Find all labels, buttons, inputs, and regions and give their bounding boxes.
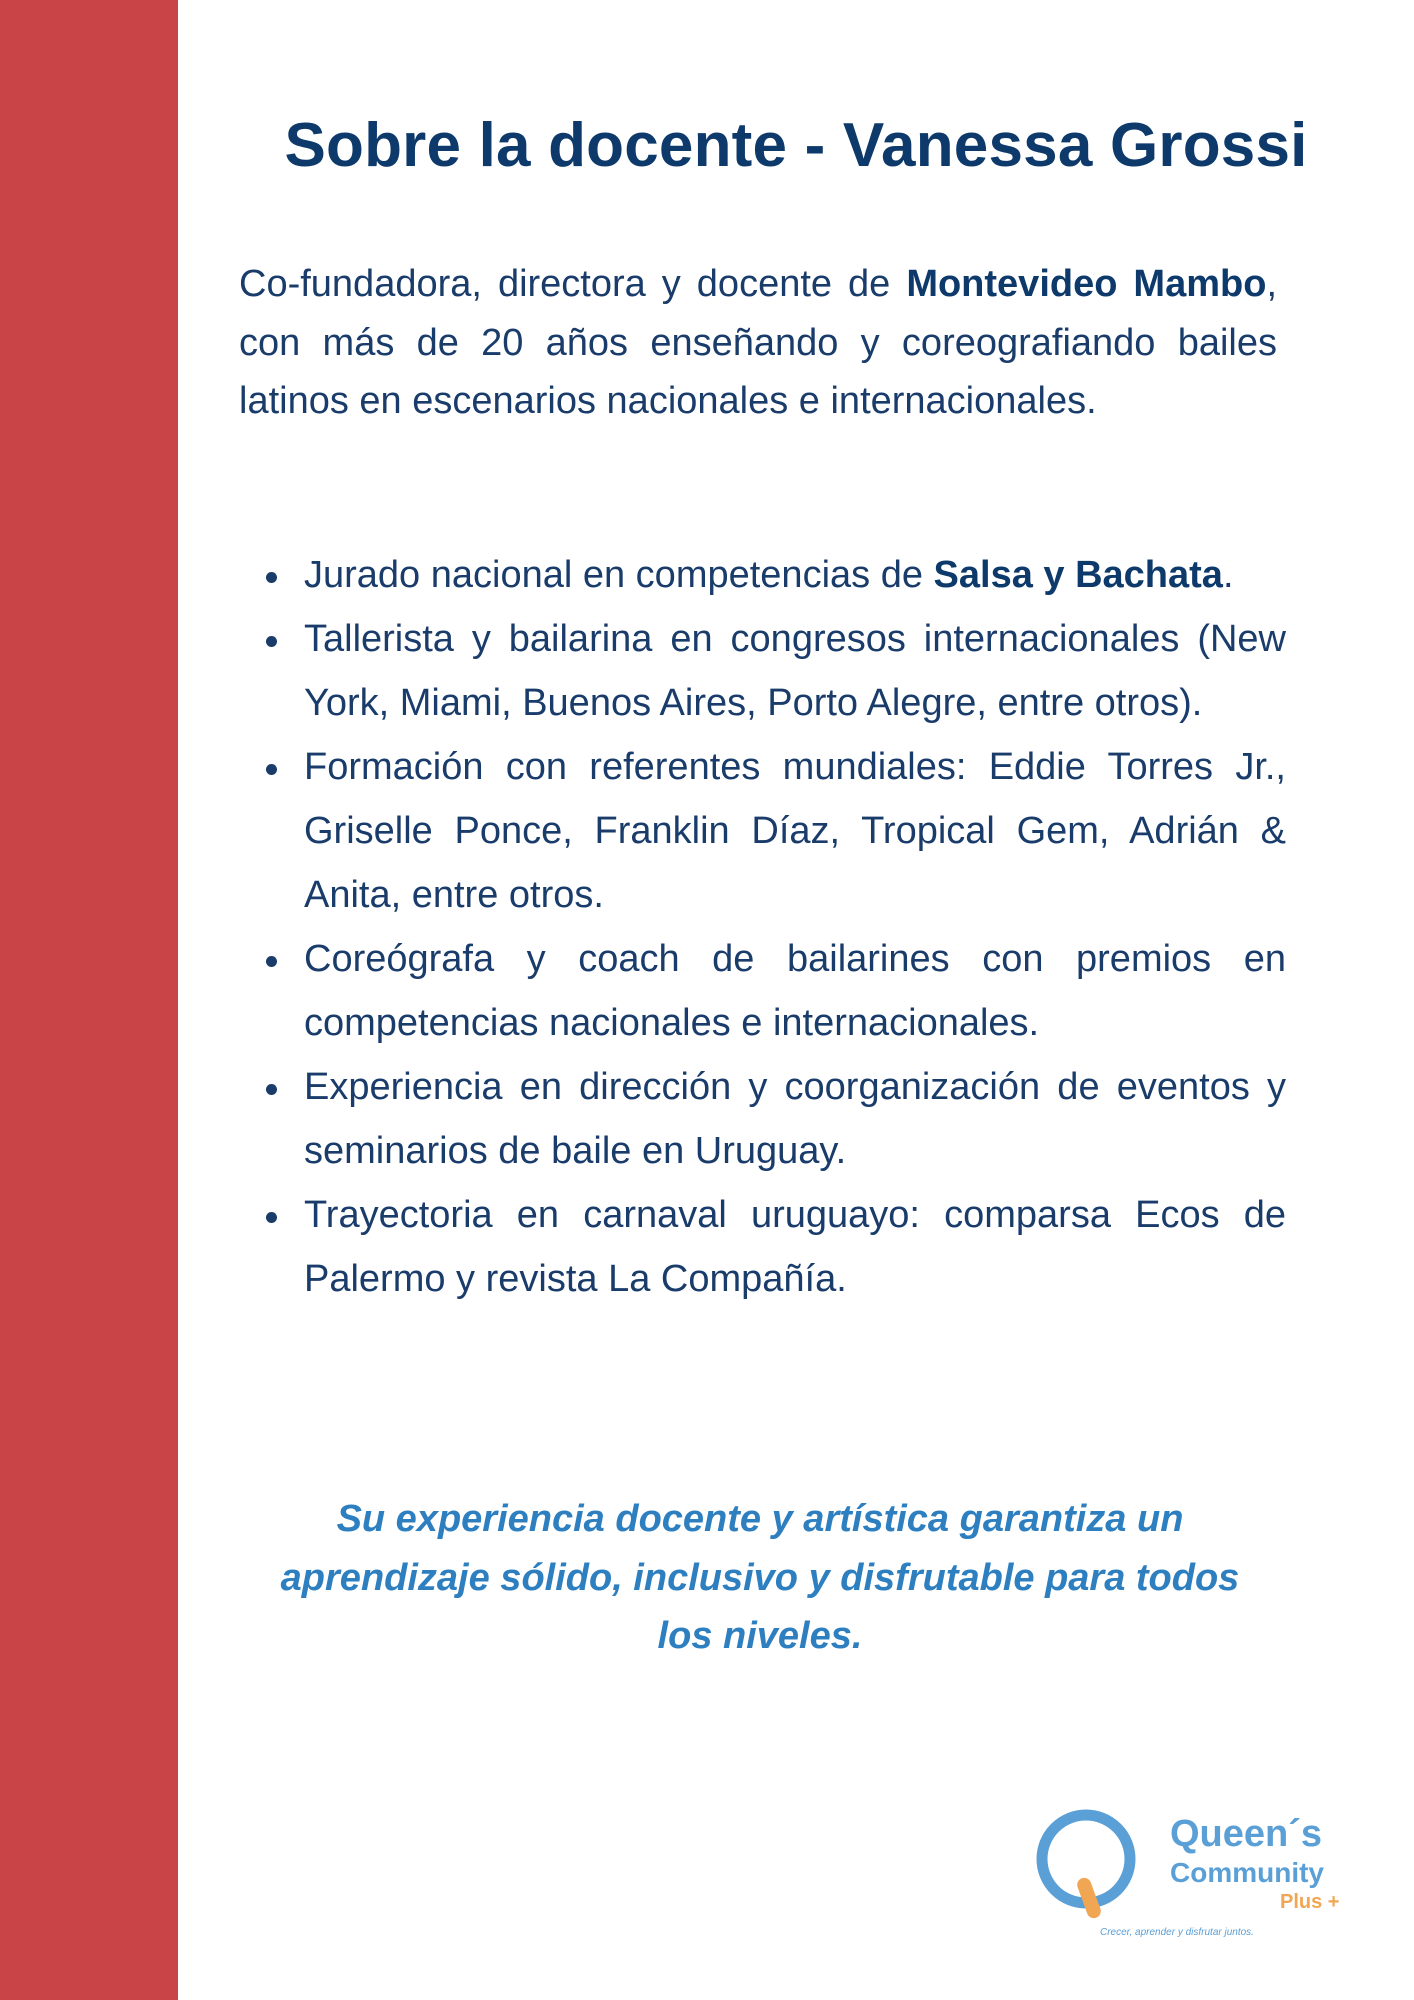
list-item [262, 1055, 1286, 1183]
list-item-text-end: . [1222, 554, 1234, 596]
side-color-bar [0, 0, 178, 2000]
bullet-dot-icon [266, 1084, 277, 1095]
logo-name-line1: Queen´s [1170, 1813, 1323, 1855]
list-item-text: Experiencia en dirección y coorganización de eventos y seminarios de baile en Uruguay. [304, 1066, 1286, 1172]
q-logo-icon [1030, 1805, 1150, 1925]
list-item [262, 1183, 1286, 1311]
page-title: Sobre la docente - Vanessa Grossi [284, 111, 1308, 180]
intro-highlight: Montevideo Mambo [906, 263, 1267, 305]
intro-text-start: Co-fundadora, directora y docente de [239, 263, 907, 305]
closing-statement: Su experiencia docente y artística garantiza un aprendizaje sólido, inclusivo y disfrutable para todos los niveles. [280, 1498, 1240, 1657]
list-item [262, 735, 1286, 927]
list-item-text: Coreógrafa y coach de bailarines con premios en competencias nacionales e internacionales. [304, 938, 1286, 1044]
intro-paragraph [239, 255, 1277, 431]
list-item-text: Trayectoria en carnaval uruguayo: comparsa Ecos de Palermo y revista La Compañía. [304, 1194, 1286, 1300]
logo-tagline: Crecer, aprender y disfrutar juntos. [1100, 1927, 1254, 1938]
list-item-highlight: Salsa y Bachata [933, 554, 1223, 596]
bullet-dot-icon [266, 1212, 277, 1223]
intro-text-end: , con más de 20 años enseñando y coreografiando bailes latinos en escenarios nacionales e internacionales. [239, 263, 1277, 422]
logo-plus: Plus + [1280, 1891, 1340, 1913]
list-item-text: Formación con referentes mundiales: Eddie Torres Jr., Griselle Ponce, Franklin Díaz, Tropical Gem, Adrián & Anita, entre otros. [304, 746, 1286, 916]
bullet-dot-icon [266, 572, 277, 583]
experience-list [262, 543, 1286, 1311]
list-item [262, 927, 1286, 1055]
bullet-dot-icon [266, 764, 277, 775]
queens-community-logo [1030, 1805, 1360, 1945]
list-item [262, 607, 1286, 735]
logo-name-line2: Community [1170, 1857, 1324, 1888]
bullet-dot-icon [266, 956, 277, 967]
bullet-dot-icon [266, 636, 277, 647]
list-item [262, 543, 1286, 607]
list-item-text: Jurado nacional en competencias de [304, 554, 934, 596]
list-item-text: Tallerista y bailarina en congresos internacionales (New York, Miami, Buenos Aires, Porto Alegre, entre otros). [304, 618, 1286, 724]
